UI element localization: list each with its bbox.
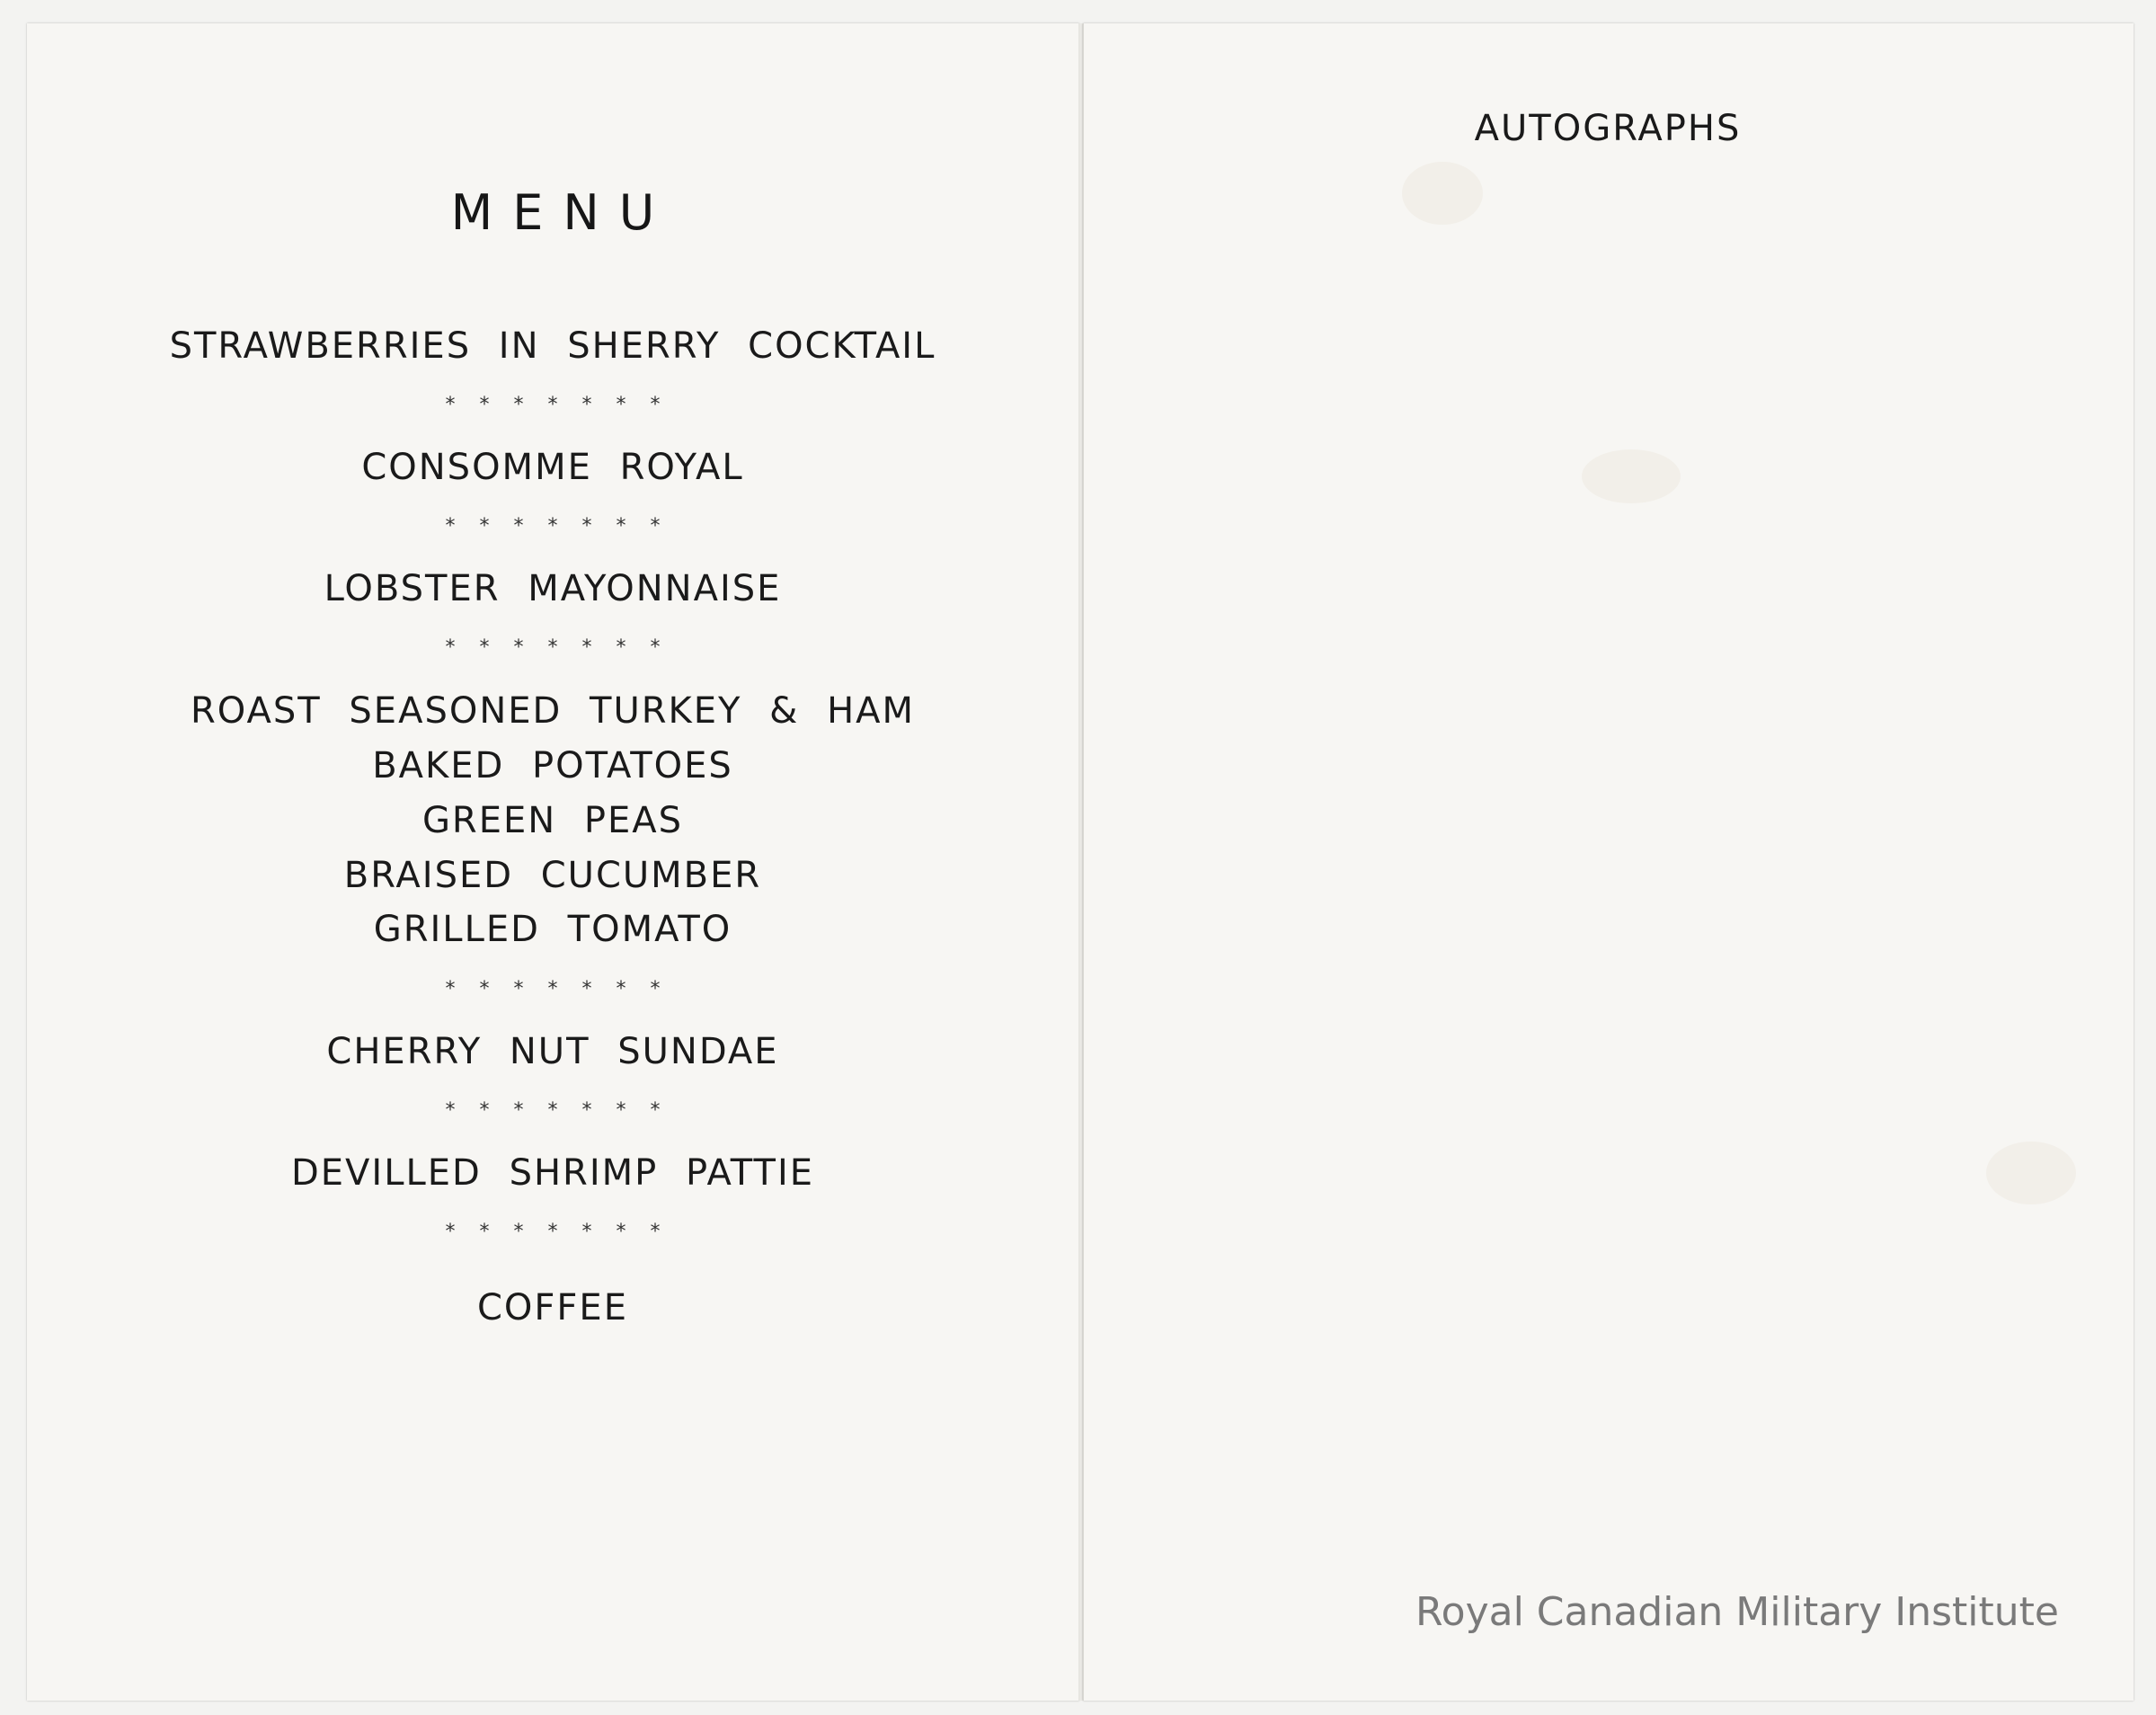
menu-separator: * * * * * * *: [445, 515, 670, 538]
autographs-title: AUTOGRAPHS: [1474, 108, 1742, 149]
menu-title: MENU: [450, 184, 675, 241]
paper-stain: [1582, 449, 1681, 503]
menu-item: BAKED POTATOES: [372, 745, 733, 786]
menu-item: CHERRY NUT SUNDAE: [326, 1031, 779, 1072]
watermark-text: Royal Canadian Military Institute: [1415, 1589, 2059, 1635]
menu-item: GRILLED TOMATO: [373, 909, 732, 950]
menu-separator: * * * * * * *: [445, 1221, 670, 1243]
menu-separator: * * * * * * *: [445, 394, 670, 416]
paper-stain: [1402, 162, 1483, 225]
menu-item: COFFEE: [477, 1287, 628, 1328]
paper-stain: [1986, 1142, 2076, 1204]
menu-item: LOBSTER MAYONNAISE: [324, 568, 782, 609]
menu-item: GREEN PEAS: [421, 800, 684, 841]
menu-item: BRAISED CUCUMBER: [343, 855, 762, 896]
menu-item: DEVILLED SHRIMP PATTIE: [290, 1152, 815, 1194]
menu-item: STRAWBERRIES IN SHERRY COCKTAIL: [169, 325, 936, 367]
menu-separator: * * * * * * *: [445, 1099, 670, 1122]
autographs-page: [1083, 23, 2134, 1701]
menu-separator: * * * * * * *: [445, 978, 670, 1000]
menu-separator: * * * * * * *: [445, 636, 670, 659]
menu-item: ROAST SEASONED TURKEY & HAM: [190, 690, 916, 732]
menu-item: CONSOMME ROYAL: [361, 447, 744, 488]
